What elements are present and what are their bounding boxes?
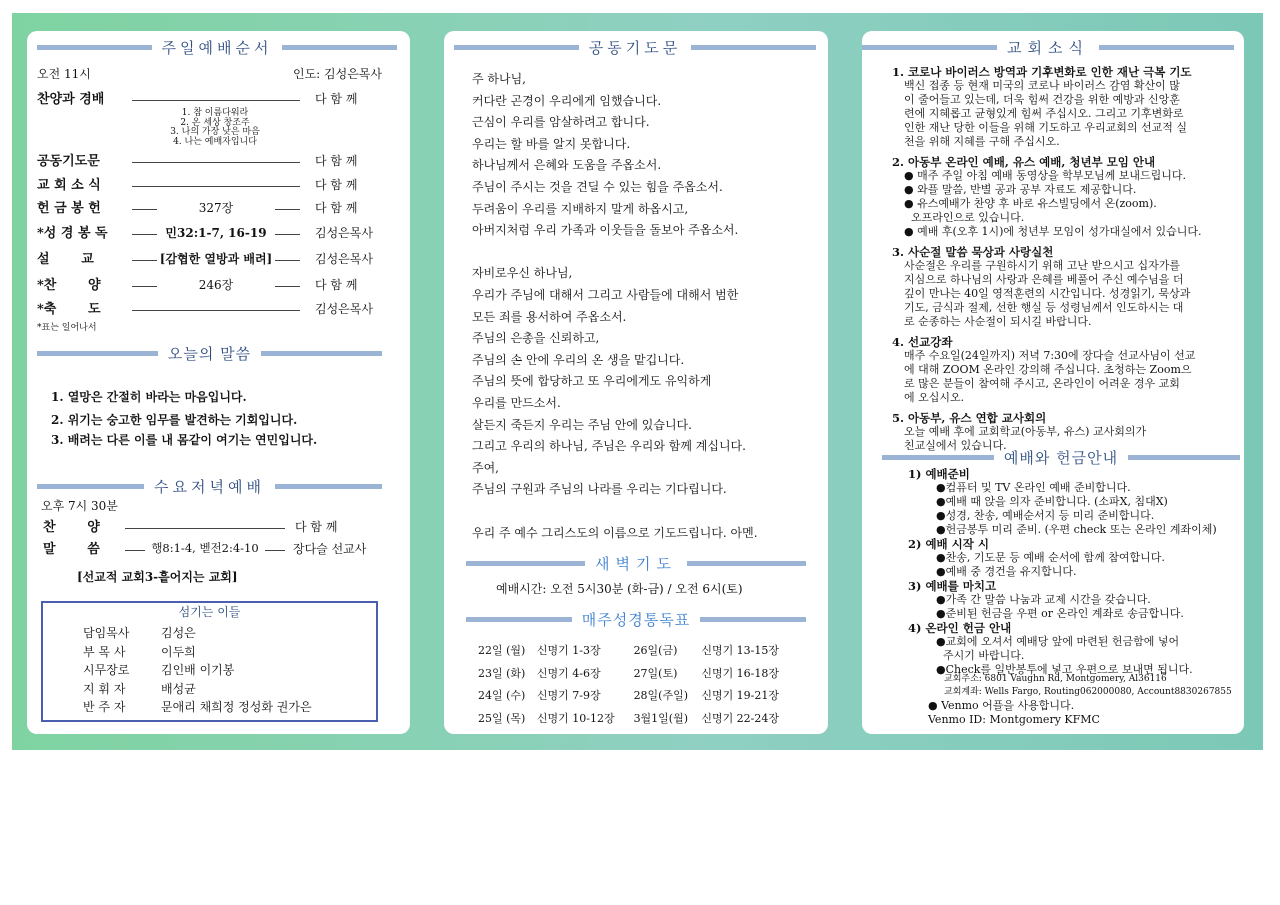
news-item-line: 로 많은 분들이 참여해 주시고, 온라인이 어려운 경우 교회 [904, 377, 1180, 390]
prayer-title: 공동기도문 [588, 39, 682, 57]
offering-item-line: ●컴퓨터 및 TV 온라인 예배 준비합니다. [936, 481, 1131, 494]
bible-date: 22일 (월) [478, 644, 526, 658]
word-title: 오늘의 말씀 [167, 345, 252, 363]
offering-item [908, 537, 1238, 579]
stand-note: *표는 일어나서 [37, 323, 97, 333]
staff-role: 반 주 자 [83, 700, 126, 714]
order-line [132, 162, 300, 163]
staff-names: 김인배 이기봉 [161, 663, 235, 677]
offering-item-line: ●가족 간 말씀 나눔과 교제 시간을 갖습니다. [936, 593, 1151, 606]
order-performer: 다 함 께 [315, 201, 358, 215]
bible-reading: 신명기 4-6장 [536, 666, 601, 680]
prayer-line: 우리 주 예수 그리스도의 이름으로 기도드립니다. 아멘. [472, 525, 758, 540]
news-list [892, 65, 1232, 459]
order-detail: 민32:1-7, 16-19 [157, 227, 275, 239]
news-item [892, 335, 1232, 405]
news-header [862, 37, 1234, 58]
offering-item-title: 2) 예배 시작 시 [908, 537, 989, 551]
news-item-title: 3. 사순절 말씀 묵상과 사랑실천 [892, 245, 1054, 259]
offering-item-line: ●예배 때 앉을 의자 준비합니다. (소파X, 침대X) [936, 495, 1168, 508]
prayer-panel [444, 31, 828, 734]
order-label: *성 경 봉 독 [37, 226, 108, 241]
news-item-line: 백신 접종 등 현재 미국의 코로나 바이러스 감염 확산이 많 [904, 79, 1180, 92]
news-item-line: 매주 수요일(24일까지) 저녁 7:30에 장다슬 선교사님이 선교 [904, 349, 1196, 362]
church-address: 교회주소: 6801 Vaughn Rd, Montgomery, Al36116 [944, 674, 1167, 684]
prayer-line: 주 하나님, [472, 72, 526, 86]
wednesday-theme: [선교적 교회3-흩어지는 교회] [77, 570, 238, 584]
offering-item-title: 1) 예배준비 [908, 467, 970, 481]
news-title: 교회소식 [1007, 39, 1089, 57]
worship-order-header [37, 37, 397, 58]
staff-role: 시무장로 [83, 663, 130, 677]
bible-date: 25일 (목) [478, 711, 526, 725]
bible-reading: 신명기 22-24장 [701, 711, 780, 725]
order-performer: 다 함 께 [315, 278, 358, 292]
bible-date: 23일 (화) [478, 666, 526, 680]
offering-item [908, 467, 1238, 537]
prayer-line: 주님이 주시는 것을 견딜 수 있는 힘을 주옵소서. [472, 180, 723, 194]
venmo-block [928, 699, 1100, 727]
wednesday-label: 말 씀 [43, 542, 100, 557]
order-performer: 다 함 께 [315, 178, 358, 192]
news-item-title: 2. 아동부 온라인 예배, 유스 예배, 청년부 모임 안내 [892, 155, 1156, 169]
bible-date: 3월1일(월) [633, 711, 689, 725]
bible-date: 24일 (수) [478, 689, 526, 703]
news-item-line: 깊이 만나는 40일 영적훈련의 시간입니다. 성경읽기, 묵상과 [904, 287, 1191, 300]
bible-date: 28일(주일) [633, 689, 689, 703]
order-performer: 김성은목사 [315, 226, 373, 240]
bible-reading: 신명기 13-15장 [701, 644, 780, 658]
staff-names: 김성은 [161, 626, 196, 640]
order-detail: 246장 [157, 279, 275, 291]
order-performer: 다 함 께 [315, 154, 358, 168]
order-line [132, 186, 300, 187]
order-line [132, 100, 300, 101]
offering-item-line: ●Check를 일반봉투에 넣고 우편으로 보내면 됩니다. [936, 663, 1193, 676]
order-detail: [감협한 열방과 배려] [157, 253, 275, 265]
staff-role: 부 목 사 [83, 644, 126, 659]
staff-role: 담임목사 [83, 626, 130, 640]
prayer-line: 우리가 주님에 대해서 그리고 사람들에 대해서 범한 [472, 288, 739, 302]
worship-order-panel [27, 31, 410, 734]
order-label: *축 도 [37, 302, 101, 317]
offering-item-line: ●찬송, 기도문 등 예배 순서에 함께 참여합니다. [936, 551, 1165, 564]
offering-item-line: ●교회에 오셔서 예배당 앞에 마련된 헌금함에 넣어 [936, 635, 1180, 648]
prayer-line: 우리를 만드소서. [472, 396, 561, 410]
wednesday-detail: 행8:1-4, 벧전2:4-10 [145, 543, 265, 555]
venmo-note: ● Venmo 어플을 사용합니다. [928, 699, 1075, 712]
news-item-title: 5. 아동부, 유스 연합 교사회의 [892, 411, 1047, 425]
prayer-line: 아버지처럼 우리 가족과 이웃들을 돌보아 주옵소서. [472, 223, 739, 238]
offering-item-line: ●예배 중 경건을 유지합니다. [936, 565, 1077, 578]
offering-item [908, 579, 1238, 621]
news-item-line: 지심으로 하나님의 사랑과 은혜를 베풀어 주신 예수님을 더 [904, 273, 1184, 286]
prayer-line: 하나님께서 은혜와 도움을 주옵소서. [472, 158, 662, 173]
prayer-line: 주님의 구원과 주님의 나라를 우리는 기다립니다. [472, 482, 727, 497]
word-item: 3. 배려는 다른 이를 내 몸같이 여기는 연민입니다. [51, 433, 318, 447]
order-line [132, 310, 300, 311]
news-item-title: 4. 선교강좌 [892, 335, 953, 349]
wednesday-line [125, 528, 285, 529]
bible-header [466, 609, 806, 630]
bible-reading: 신명기 16-18장 [701, 666, 780, 680]
prayer-line: 주님의 뜻에 합당하고 또 우리에게도 유익하게 [472, 374, 712, 389]
worship-leader: 인도: 김성은목사 [292, 67, 382, 81]
prayer-line: 살든지 죽든지 우리는 주님 안에 있습니다. [472, 417, 692, 432]
staff-names: 문애리 채희정 정성화 권가은 [161, 700, 312, 714]
order-label: 공동기도문 [37, 154, 100, 169]
order-label: 헌 금 봉 헌 [37, 201, 101, 216]
song-list [155, 109, 275, 147]
news-item-line: 이 줄어들고 있는데, 더욱 힘써 건강을 위한 예방과 신앙훈 [904, 93, 1180, 106]
news-item-line: 에 대해 ZOOM 온라인 강의해 주십니다. 초청하는 Zoom으 [904, 363, 1192, 376]
prayer-line: 주님의 은총을 신뢰하고, [472, 331, 600, 346]
staff-role: 지 휘 자 [83, 681, 126, 696]
address-block [944, 673, 1232, 699]
news-item-line: 오늘 예배 후에 교회학교(아동부, 유스) 교사회의가 [904, 425, 1147, 438]
bible-row [478, 639, 798, 662]
offering-item-title: 4) 온라인 헌금 안내 [908, 621, 1012, 635]
prayer-line: 그리고 우리의 하나님, 주님은 우리와 함께 계십니다. [472, 439, 746, 454]
prayer-line: 커다란 곤경이 우리에게 임했습니다. [472, 93, 662, 108]
offering-item [908, 621, 1238, 677]
order-performer: 김성은목사 [315, 252, 373, 266]
offering-list [908, 467, 1238, 677]
news-item-line: ● 예배 후(오후 1시)에 청년부 모임이 성가대실에서 있습니다. [904, 225, 1202, 238]
song-item: 3. 나의 가장 낮은 마음 [170, 127, 260, 137]
order-label: *찬 양 [37, 278, 101, 293]
news-item-title: 1. 코로나 바이러스 방역과 기후변화로 인한 재난 극복 기도 [892, 65, 1192, 79]
news-item-line: ● 유스예배가 찬양 후 바로 유스빌딩에서 온(zoom). [904, 197, 1157, 210]
bible-date: 26일(금) [633, 644, 678, 658]
wednesday-header [37, 476, 382, 497]
offering-header [882, 447, 1240, 468]
bible-reading: 신명기 19-21장 [701, 689, 780, 703]
bible-reading: 신명기 1-3장 [536, 644, 601, 658]
news-item-line: 로 순종하는 사순절이 되시길 바랍니다. [904, 315, 1092, 328]
offering-item-line: 주시기 바랍니다. [936, 649, 1025, 662]
prayer-line: 자비로우신 하나님, [472, 266, 573, 281]
prayer-line: 모든 죄를 용서하여 주옵소서. [472, 309, 627, 324]
song-item: 1. 참 이름다워라 [181, 108, 249, 118]
order-detail: 327장 [157, 202, 275, 214]
word-item: 2. 위기는 숭고한 임무를 발견하는 기회입니다. [51, 413, 298, 427]
prayer-line: 근심이 우리를 암살하려고 합니다. [472, 115, 650, 130]
order-label: 찬양과 경배 [37, 92, 105, 107]
wednesday-time: 오후 7시 30분 [41, 499, 118, 513]
news-item [892, 245, 1232, 329]
wednesday-performer: 장다슬 선교사 [293, 542, 367, 556]
news-item-line: 친교실에서 있습니다. [904, 439, 1007, 452]
staff-box [41, 601, 378, 722]
news-item-line: 에 오십시오. [904, 391, 965, 404]
news-item-line: 오프라인으로 있습니다. [904, 211, 1025, 224]
order-performer: 김성은목사 [315, 302, 373, 316]
dawn-time: 예배시간: 오전 5시30분 (화-금) / 오전 6시(토) [496, 582, 743, 596]
wednesday-label: 찬 양 [43, 520, 100, 535]
news-panel [862, 31, 1244, 734]
news-item-line: ● 와플 말씀, 반별 공과 공부 자료도 제공합니다. [904, 183, 1137, 196]
venmo-id: Venmo ID: Montgomery KFMC [928, 713, 1100, 726]
bible-title: 매주성경통독표 [581, 611, 691, 629]
news-item [892, 155, 1232, 239]
staff-title: 섬기는 이들 [178, 605, 241, 619]
prayer-header [454, 37, 816, 58]
news-item-line: 련에 지혜롭고 균형있게 힘써 주십시오. 그리고 기후변화로 [904, 107, 1184, 120]
staff-names: 배성균 [161, 681, 196, 696]
wednesday-title: 수요저녁예배 [154, 478, 265, 496]
prayer-line: 주님의 손 안에 우리의 온 생을 맡깁니다. [472, 352, 685, 367]
news-item-line: 사순절은 우리를 구원하시기 위해 고난 받으시고 십자가를 [904, 259, 1181, 272]
prayer-line: 주여, [472, 460, 499, 475]
dawn-title: 새벽기도 [595, 555, 677, 573]
word-header [37, 343, 382, 364]
bible-row [478, 662, 798, 685]
news-item-line: 기도, 금식과 절제, 선한 행실 등 성령님께서 인도하시는 대 [904, 301, 1184, 314]
worship-time: 오전 11시 [37, 67, 91, 81]
offering-item-line: ●성경, 찬송, 예배순서지 등 미리 준비합니다. [936, 509, 1155, 522]
order-label: 교 회 소 식 [37, 178, 101, 193]
song-item: 4. 나는 예배자입니다 [173, 136, 257, 147]
wednesday-performer: 다 함 께 [295, 520, 338, 534]
bible-table [478, 639, 798, 729]
news-item-line: ● 매주 주일 아침 예배 동영상을 학부모님께 보내드립니다. [904, 169, 1186, 182]
bible-date: 27일(토) [633, 666, 678, 680]
word-item: 1. 열망은 간절히 바라는 마음입니다. [51, 390, 247, 404]
offering-title: 예배와 헌금안내 [1003, 449, 1119, 467]
church-account: 교회계좌: Wells Fargo, Routing062000080, Account8830267855 [944, 687, 1232, 697]
news-item [892, 65, 1232, 149]
offering-item-line: ●준비된 헌금을 우편 or 온라인 계좌로 송금합니다. [936, 607, 1184, 620]
staff-names: 이두희 [161, 644, 196, 659]
bible-row [478, 684, 798, 707]
song-item: 2. 온 세상 창조주 [180, 117, 250, 128]
offering-item-line: ●헌금봉투 미리 준비. (우편 check 또는 온라인 계좌이체) [936, 523, 1217, 536]
news-item-line: 천을 위해 지혜를 구해 주십시오. [904, 135, 1060, 148]
bible-reading: 신명기 10-12장 [536, 711, 615, 725]
prayer-line: 두려움이 우리를 지배하지 말게 하옵시고, [472, 201, 689, 216]
bible-row [478, 707, 798, 730]
order-label: 설 교 [37, 252, 94, 267]
bible-reading: 신명기 7-9장 [536, 689, 601, 703]
dawn-header [466, 553, 806, 574]
order-performer: 다 함 께 [315, 92, 358, 106]
news-item-line: 인한 재난 당한 이들을 위해 기도하고 우리교회의 선교적 실 [904, 121, 1187, 134]
offering-item-title: 3) 예배를 마치고 [908, 579, 997, 593]
worship-order-title: 주일예배순서 [161, 39, 273, 57]
prayer-line: 우리는 할 바를 알지 못합니다. [472, 136, 631, 151]
